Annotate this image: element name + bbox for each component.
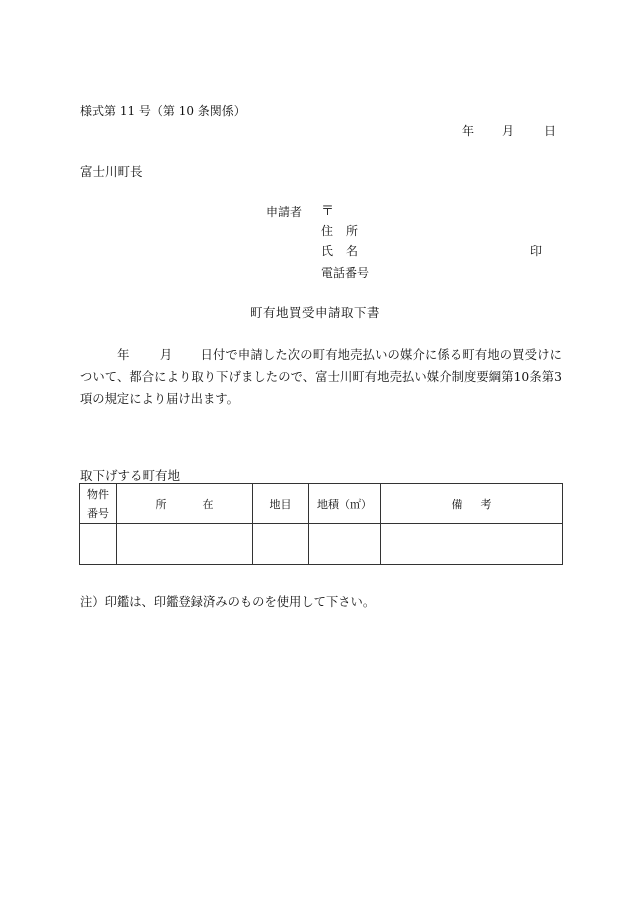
table-caption: 取下げする町有地	[80, 468, 181, 483]
date-month-label: 月	[502, 124, 515, 138]
name-label: 氏名	[321, 244, 372, 258]
header-location-part1: 所	[155, 497, 167, 511]
addressee: 富士川町長	[80, 164, 143, 179]
address-label: 住所	[321, 224, 372, 238]
header-remarks-part2: 考	[480, 497, 492, 511]
body-month-label: 月	[159, 348, 173, 362]
header-remarks-part1: 備	[451, 497, 463, 511]
body-paragraph: 日付で申請した次の町有地売払いの媒介に係る町有地の買受けについて、都合により取り下げましたので、富士川町有地売払い媒介制度要綱第10条第3項の規定により届け出ます。	[80, 348, 562, 406]
cell-location[interactable]	[117, 524, 253, 565]
body-year-label: 年	[117, 348, 130, 362]
table-header-row	[80, 484, 563, 524]
seal-label: 印	[530, 244, 543, 258]
header-location	[117, 484, 253, 524]
date-day-label: 日	[544, 124, 557, 138]
form-number: 様式第 11 号（第 10 条関係）	[80, 104, 246, 118]
applicant-label: 申請者	[266, 205, 303, 219]
postal-mark: 〒	[321, 204, 335, 219]
cell-land-category[interactable]	[253, 524, 309, 565]
document-title: 町有地買受申請取下書	[250, 305, 381, 320]
header-location-part2: 在	[202, 497, 214, 511]
header-land-category: 地目	[253, 484, 309, 524]
header-number-line2: 番号	[87, 506, 109, 520]
cell-area[interactable]	[309, 524, 381, 565]
cell-remarks[interactable]	[381, 524, 563, 565]
phone-label: 電話番号	[321, 266, 370, 280]
note: 注）印鑑は、印鑑登録済みのものを使用して下さい。	[80, 595, 376, 609]
header-remarks	[381, 484, 563, 524]
header-property-number	[80, 484, 117, 524]
date-line	[462, 122, 556, 139]
body-text	[80, 344, 562, 410]
date-year-label: 年	[462, 124, 475, 138]
header-number-line1: 物件	[87, 487, 109, 501]
header-area: 地積（㎡）	[309, 484, 381, 524]
cell-property-number[interactable]	[80, 524, 117, 565]
land-table	[79, 483, 563, 565]
table-row	[80, 524, 563, 565]
